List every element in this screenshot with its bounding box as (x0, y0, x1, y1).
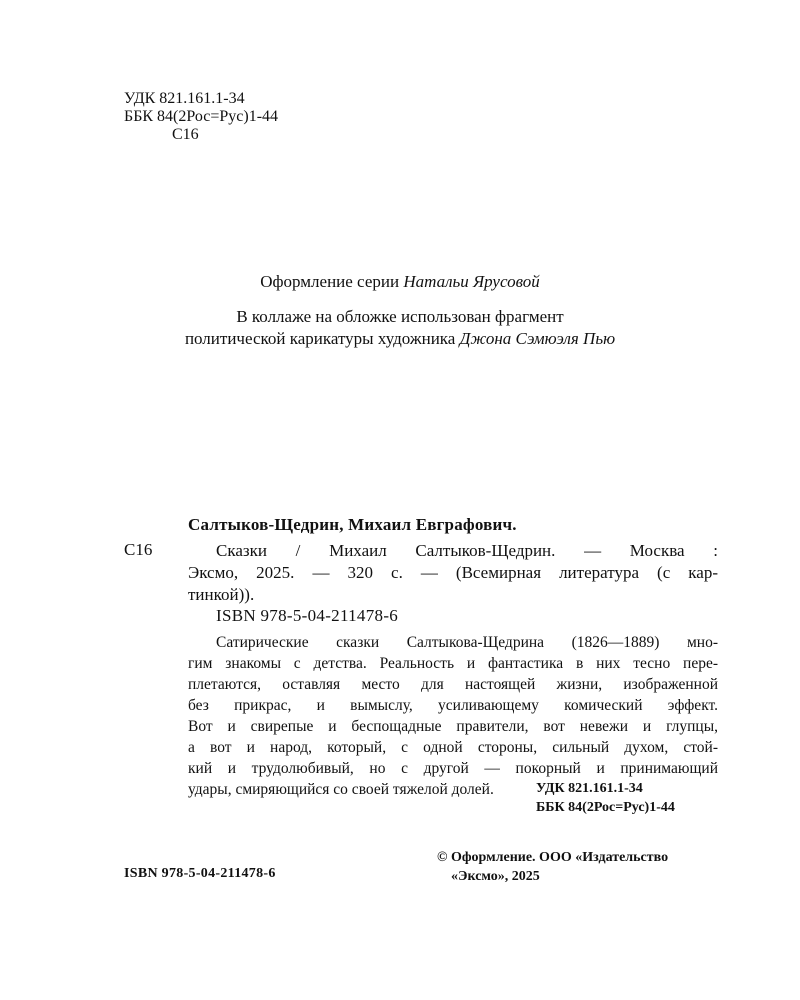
top-bbk-code: ББК 84(2Рос=Рус)1-44 (124, 108, 279, 125)
copyright-notice (437, 848, 668, 886)
annotation-line: плетаются, оставляя место для настоящей жизни, изображенной (188, 676, 718, 693)
footer-isbn: ISBN 978-5-04-211478-6 (124, 866, 276, 881)
annotation-line: кий и трудолюбивый, но с другой — покорный и принимающий (188, 760, 718, 777)
series-designer-name: Натальи Ярусовой (403, 272, 540, 291)
cover-credit-text: В коллаже на обложке использован фрагмент (236, 307, 564, 326)
record-bbk-code: ББК 84(2Рос=Рус)1-44 (536, 800, 675, 815)
top-udk-code: УДК 821.161.1-34 (124, 90, 245, 107)
biblio-line: Сказки / Михаил Салтыков-Щедрин. — Москва : (216, 541, 718, 560)
record-isbn: ISBN 978-5-04-211478-6 (216, 606, 399, 625)
annotation-line: Вот и свирепые и беспощадные правители, вот невежи и глупцы, (188, 718, 718, 735)
bibliographic-description (188, 540, 718, 606)
top-author-mark: С16 (172, 126, 199, 143)
copyright-line-2: «Эксмо», 2025 (451, 869, 540, 884)
annotation-line: а вот и народ, который, с одной стороны, сильный духом, стой- (188, 739, 718, 756)
record-author-mark: С16 (124, 540, 153, 559)
annotation-line: без прикрас, и вымыслу, усиливающему комический эффект. (188, 697, 718, 714)
series-design-credit (0, 271, 800, 293)
record-classification-codes (536, 779, 675, 817)
cover-credit-line-1 (0, 306, 800, 328)
biblio-line: тинкой)). (188, 585, 255, 604)
record-udk-code: УДК 821.161.1-34 (536, 781, 643, 796)
series-credit-prefix: Оформление серии (260, 272, 404, 291)
copyright-line-1: © Оформление. ООО «Издательство (437, 850, 669, 865)
annotation-line: гим знакомы с детства. Реальность и фантастика в них тесно пере- (188, 655, 718, 672)
top-classification-codes (124, 90, 278, 144)
annotation-line: удары, смиряющийся со своей тяжелой долей. (188, 781, 494, 798)
cover-artist-name: Джона Сэмюэля Пью (459, 329, 616, 348)
record-author-heading: Салтыков-Щедрин, Михаил Евграфович. (188, 515, 517, 534)
cover-credit-prefix: политической карикатуры художника (184, 329, 460, 348)
annotation-line: Сатирические сказки Салтыкова-Щедрина (1826—1889) мно- (216, 634, 718, 651)
annotation-paragraph (188, 632, 718, 800)
biblio-line: Эксмо, 2025. — 320 с. — (Всемирная литература (с кар- (188, 563, 718, 582)
cover-credit-line-2 (0, 328, 800, 350)
